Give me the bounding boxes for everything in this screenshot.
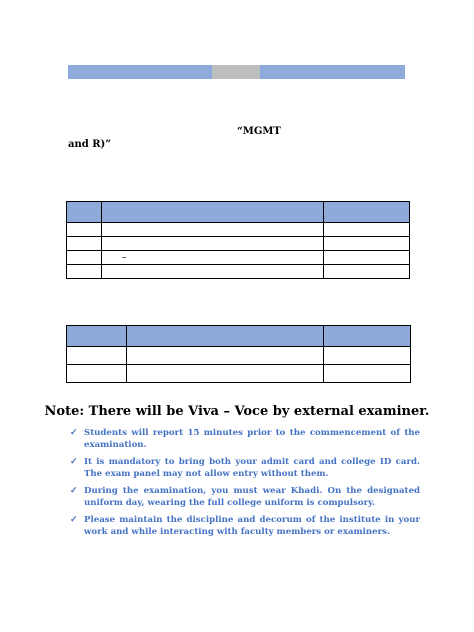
table-row	[67, 223, 410, 237]
check-icon: ✓	[70, 515, 78, 525]
list-item	[70, 486, 420, 509]
list-item	[70, 457, 420, 480]
table-header-cell	[67, 202, 102, 223]
table-header-cell	[127, 326, 324, 347]
table-header-cell	[324, 202, 410, 223]
table-row	[67, 365, 411, 383]
table-cell	[324, 265, 410, 279]
table-cell	[102, 223, 324, 237]
table-cell	[67, 251, 102, 265]
table-cell	[324, 365, 411, 383]
table-row	[67, 237, 410, 251]
table-header-row	[67, 202, 410, 223]
table-header-cell	[67, 326, 127, 347]
instructions-list	[70, 428, 420, 544]
banner-segment-left	[68, 65, 212, 79]
instruction-text: It is mandatory to bring both your admit card and college ID card. The exam panel may not allow entry without them.	[84, 457, 420, 479]
table-header-cell	[102, 202, 324, 223]
banner-segment-middle	[212, 65, 260, 79]
instruction-text: Students will report 15 minutes prior to the commencement of the examination.	[84, 428, 420, 450]
table-cell	[102, 237, 324, 251]
table-cell: –	[102, 251, 324, 265]
list-item	[70, 515, 420, 538]
table-row	[67, 347, 411, 365]
check-icon: ✓	[70, 428, 78, 438]
table-cell	[102, 265, 324, 279]
table-cell	[127, 365, 324, 383]
schedule-table-1	[66, 201, 410, 279]
table-header-row	[67, 326, 411, 347]
instruction-text: During the examination, you must wear Khadi. On the designated uniform day, wearing the full college uniform is compulsory.	[84, 486, 420, 508]
table-cell	[324, 237, 410, 251]
table-cell	[324, 347, 411, 365]
table-cell	[324, 223, 410, 237]
banner-segment-right	[260, 65, 405, 79]
table-cell	[67, 265, 102, 279]
table-header-cell	[324, 326, 411, 347]
header-banner	[68, 65, 405, 79]
table-row	[67, 251, 410, 265]
table-cell	[67, 365, 127, 383]
table-cell	[67, 237, 102, 251]
check-icon: ✓	[70, 486, 78, 496]
instruction-text: Please maintain the discipline and decorum of the institute in your work and while interacting with faculty members or examiners.	[84, 515, 420, 537]
check-icon: ✓	[70, 457, 78, 467]
title-fragment-mgmt: “MGMT	[237, 126, 281, 137]
table-cell	[127, 347, 324, 365]
viva-note: Note: There will be Viva – Voce by external examiner.	[44, 404, 430, 419]
schedule-table-2	[66, 325, 411, 383]
table-row	[67, 265, 410, 279]
table-cell	[324, 251, 410, 265]
table-cell	[67, 223, 102, 237]
title-fragment-and-r: and R)”	[68, 139, 112, 150]
list-item	[70, 428, 420, 451]
table-cell	[67, 347, 127, 365]
